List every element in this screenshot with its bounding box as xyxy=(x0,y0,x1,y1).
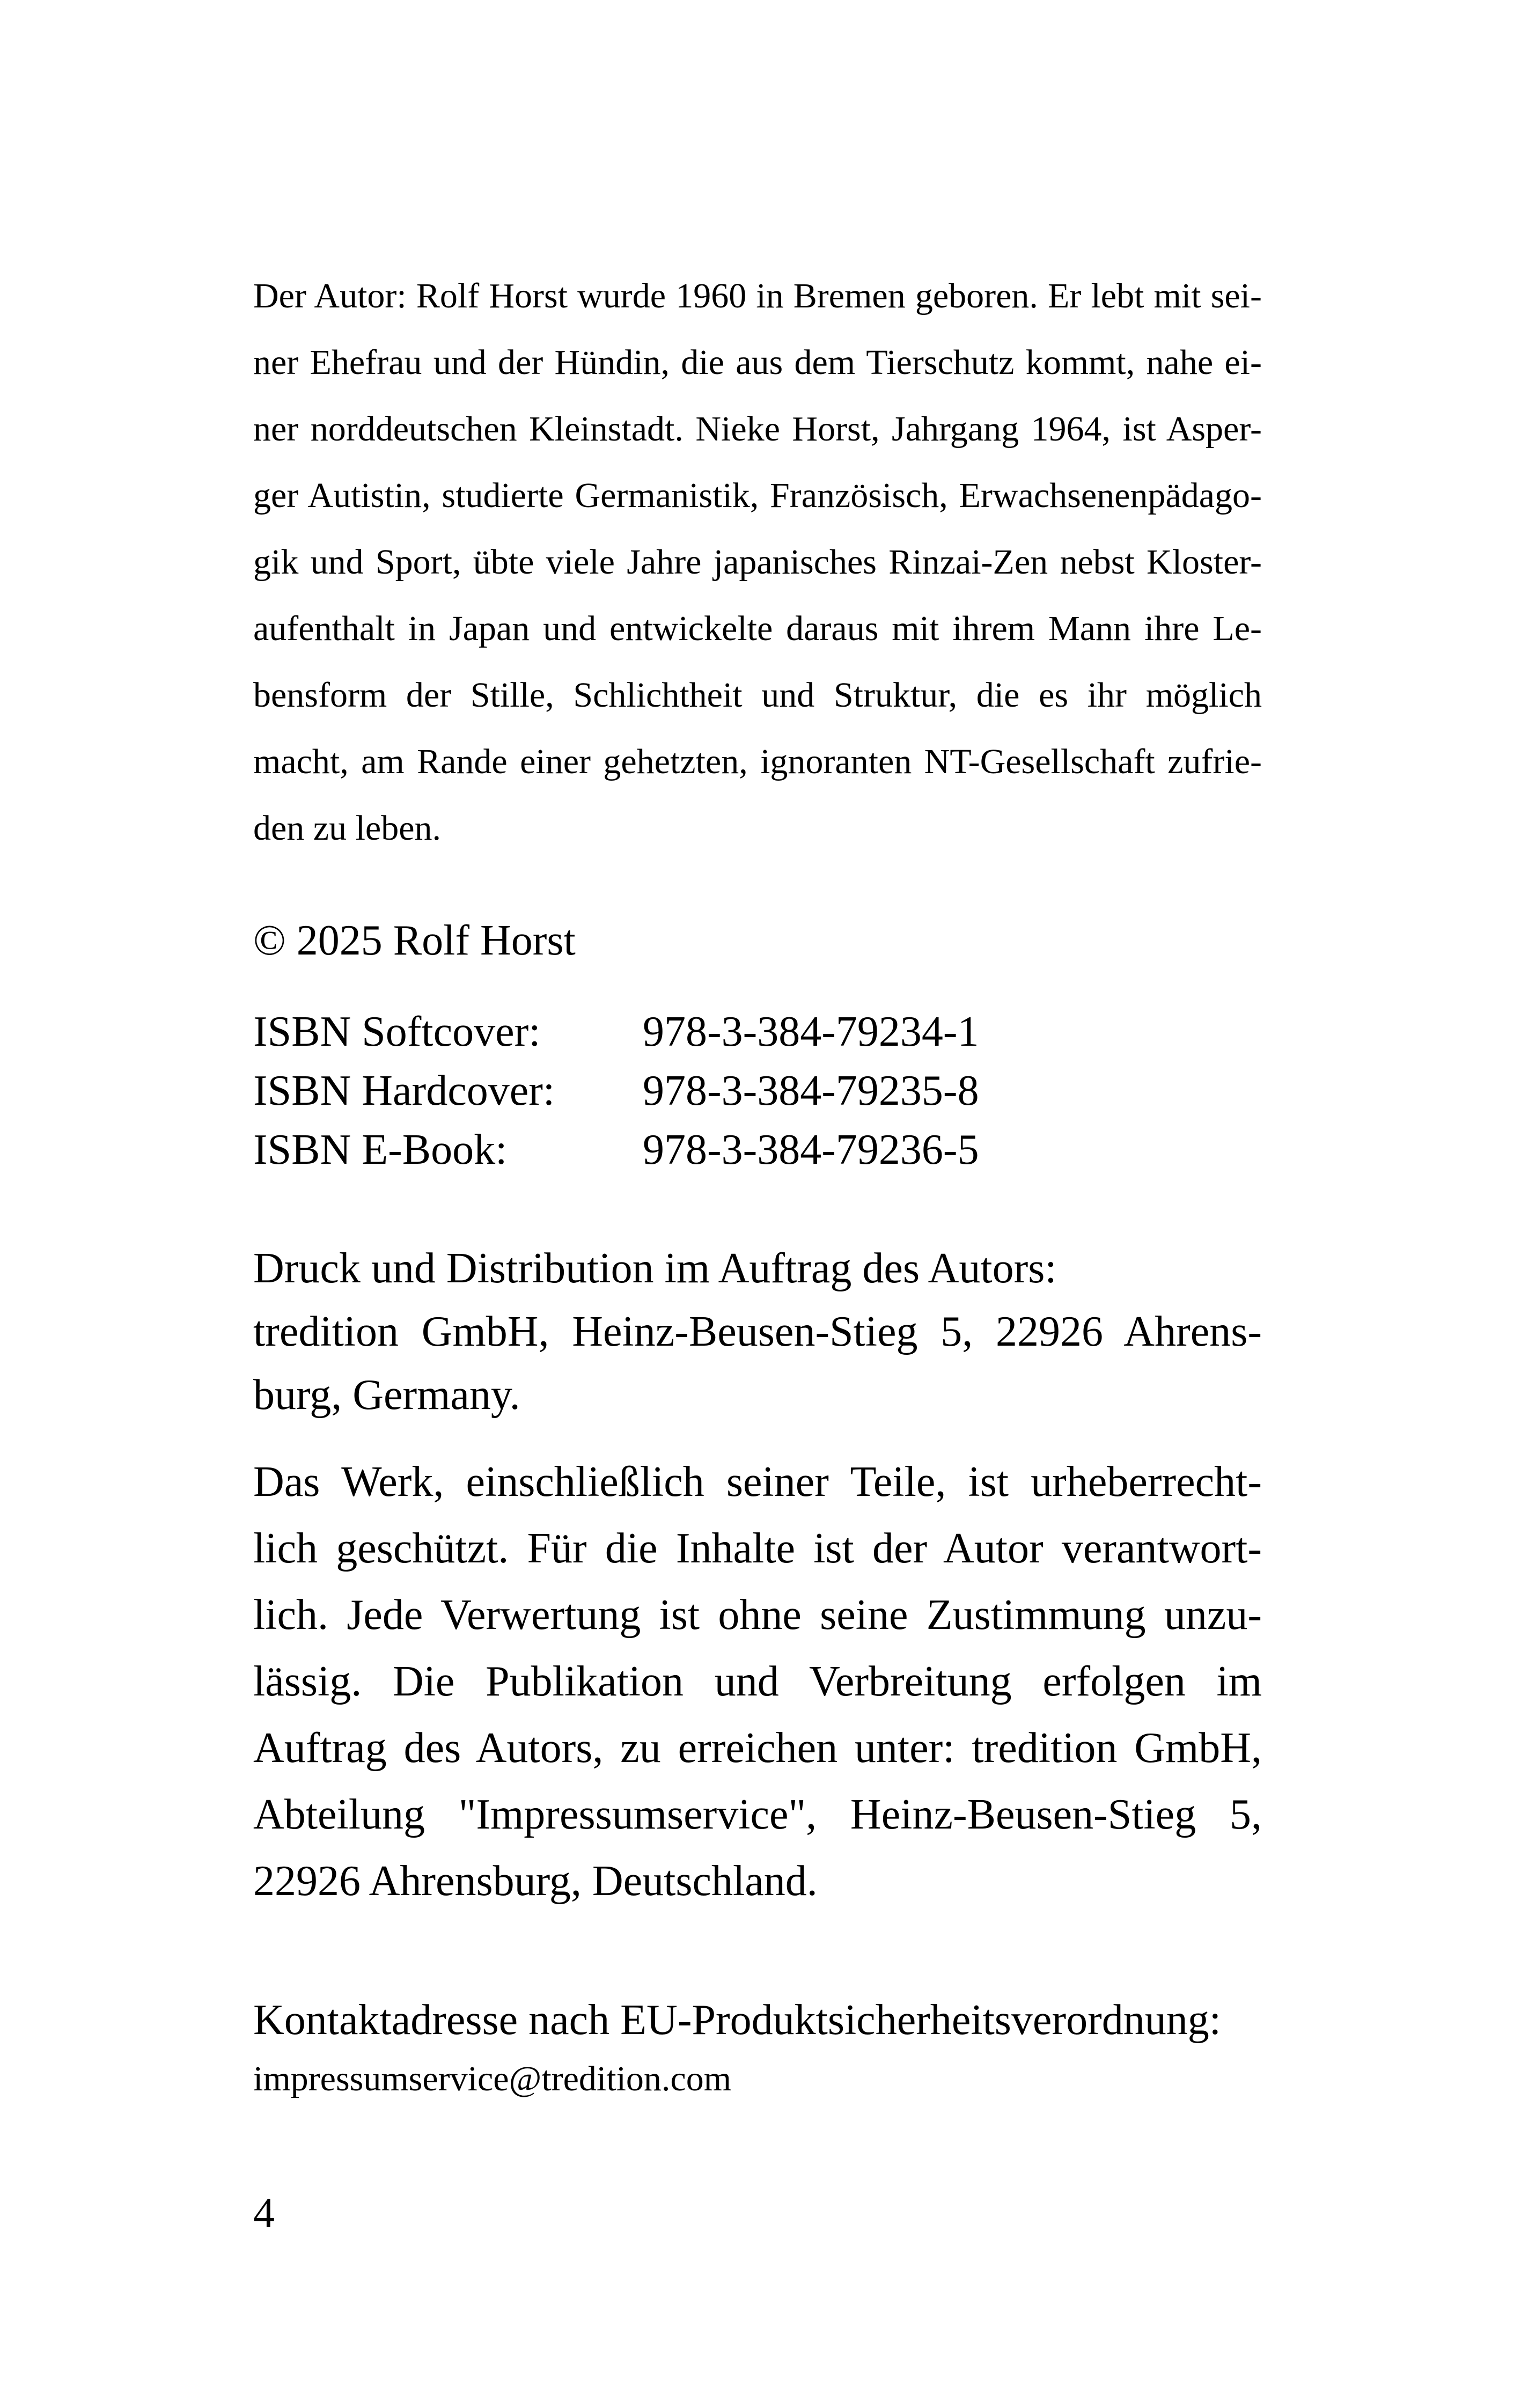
bio-line: ger Autistin, studierte Germanistik, Französisch, Erwachsenenpädago- xyxy=(253,476,1262,515)
isbn-value: 978-3-384-79234-1 xyxy=(643,1008,979,1055)
isbn-row-softcover xyxy=(253,1002,1262,1061)
bio-line: den zu leben. xyxy=(253,809,442,848)
rights-line: lich geschützt. Für die Inhalte ist der Autor verantwort- xyxy=(253,1525,1262,1572)
bio-line: macht, am Rande einer gehetzten, ignoranten NT-Gesellschaft zufrie- xyxy=(253,742,1262,781)
isbn-label: ISBN E-Book: xyxy=(253,1126,508,1173)
bio-line: Der Autor: Rolf Horst wurde 1960 in Bremen geboren. Er lebt mit sei- xyxy=(253,276,1262,315)
isbn-row-ebook xyxy=(253,1120,1262,1179)
bio-line: gik und Sport, übte viele Jahre japanisches Rinzai-Zen nebst Kloster- xyxy=(253,542,1262,582)
copyright-notice: © 2025 Rolf Horst xyxy=(253,917,576,964)
isbn-list xyxy=(253,1002,1262,1179)
bio-line: aufenthalt in Japan und entwickelte daraus mit ihrem Mann ihre Le- xyxy=(253,609,1262,648)
isbn-value: 978-3-384-79235-8 xyxy=(643,1067,979,1114)
author-bio xyxy=(253,263,1262,862)
bio-line: bensform der Stille, Schlichtheit und Struktur, die es ihr möglich xyxy=(253,676,1262,715)
print-line: Druck und Distribution im Auftrag des Autors: xyxy=(253,1245,1057,1292)
bio-line: ner norddeutschen Kleinstadt. Nieke Horst, Jahrgang 1964, ist Asper- xyxy=(253,409,1262,449)
isbn-row-hardcover xyxy=(253,1061,1262,1120)
isbn-label: ISBN Softcover: xyxy=(253,1008,541,1055)
rights-line: 22926 Ahrensburg, Deutschland. xyxy=(253,1858,818,1905)
isbn-value: 978-3-384-79236-5 xyxy=(643,1126,979,1173)
print-line: tredition GmbH, Heinz-Beusen-Stieg 5, 22926 Ahrens- xyxy=(253,1308,1262,1355)
bio-line: ner Ehefrau und der Hündin, die aus dem Tierschutz kommt, nahe ei- xyxy=(253,343,1262,382)
print-line: burg, Germany. xyxy=(253,1371,520,1419)
page-number: 4 xyxy=(253,2190,275,2237)
isbn-label: ISBN Hardcover: xyxy=(253,1067,555,1114)
contact-email: impressumservice@tredition.com xyxy=(253,2059,732,2098)
contact-heading: Kontaktadresse nach EU-Produktsicherheitsverordnung: xyxy=(253,1996,1221,2044)
contact-section xyxy=(253,1991,1262,2109)
rights-line: Auftrag des Autors, zu erreichen unter: tredition GmbH, xyxy=(253,1724,1262,1772)
copyright-rights-notice xyxy=(253,1449,1262,1914)
rights-line: lich. Jede Verwertung ist ohne seine Zustimmung unzu- xyxy=(253,1591,1262,1639)
rights-line: Das Werk, einschließlich seiner Teile, ist urheberrecht- xyxy=(253,1458,1262,1506)
rights-line: Abteilung "Impressumservice", Heinz-Beusen-Stieg 5, xyxy=(253,1791,1262,1838)
print-distribution-notice xyxy=(253,1237,1262,1427)
rights-line: lässig. Die Publikation und Verbreitung erfolgen im xyxy=(253,1658,1262,1705)
